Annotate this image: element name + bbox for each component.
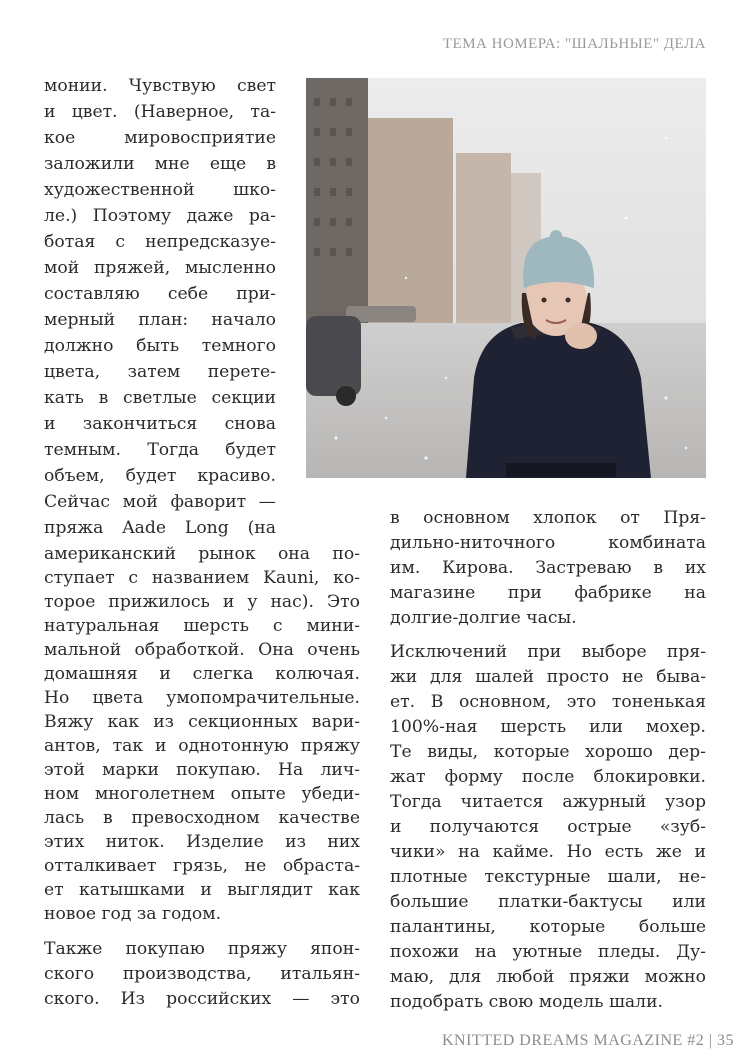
text-line: дильно-ниточного комбината	[390, 533, 706, 553]
text-line: Исключений при выборе пря-	[390, 642, 706, 662]
text-line: в основном хлопок от Пря-	[390, 508, 706, 528]
text-line: объем, будет красиво.	[44, 466, 276, 486]
text-line: магазине при фабрике на	[390, 583, 706, 603]
text-line: подобрать свою модель шали.	[390, 992, 664, 1012]
text-line: монии. Чувствую свет	[44, 76, 276, 96]
text-line: Также покупаю пряжу япон-	[44, 939, 360, 959]
text-line: отталкивает грязь, не обраста-	[44, 856, 360, 876]
photo-woman-in-snow	[306, 78, 706, 478]
text-line: американский рынок она по-	[44, 544, 360, 564]
text-line: заложили мне еще в	[44, 154, 276, 174]
text-line: жат форму после блокировки.	[390, 767, 706, 787]
text-line: жи для шалей просто не быва-	[390, 667, 706, 687]
text-line: ского. Из российских — это	[44, 989, 360, 1009]
text-line: ле.) Поэтому даже ра-	[44, 206, 276, 226]
text-line: пряжа Aade Long (на	[44, 518, 276, 538]
text-line: новое год за годом.	[44, 904, 222, 924]
text-line: ном многолетнем опыте убеди-	[44, 784, 360, 804]
text-line: Но цвета умопомрачительные.	[44, 688, 360, 708]
text-line: и цвет. (Наверное, та-	[44, 102, 276, 122]
text-line: домашняя и слегка колючая.	[44, 664, 360, 684]
text-line: темным. Тогда будет	[44, 440, 276, 460]
page-footer: KNITTED DREAMS MAGAZINE #2 | 35	[441, 1032, 734, 1049]
photo	[306, 78, 706, 478]
text-line: ботая с непредсказуе-	[44, 232, 276, 252]
text-line: Вяжу как из секционных вари-	[44, 712, 360, 732]
text-line: большие платки-бактусы или	[390, 892, 706, 912]
text-line: Те виды, которые хорошо дер-	[390, 742, 706, 762]
text-line: лась в превосходном качестве	[44, 808, 360, 828]
text-line: этих ниток. Изделие из них	[44, 832, 360, 852]
text-line: чики» на кайме. Но есть же и	[390, 842, 706, 862]
text-line: должно быть темного	[44, 336, 276, 356]
text-line: Сейчас мой фаворит —	[44, 492, 276, 512]
text-line: палантины, которые больше	[390, 917, 706, 937]
text-line: плотные текстурные шали, не-	[390, 867, 706, 887]
text-line: Тогда читается ажурный узор	[390, 792, 706, 812]
text-line: ского производства, итальян-	[44, 964, 360, 984]
text-line: мерный план: начало	[44, 310, 276, 330]
text-line: торое прижилось и у нас). Это	[44, 592, 360, 612]
text-line: художественной шко-	[44, 180, 276, 200]
text-line: им. Кирова. Застреваю в их	[390, 558, 706, 578]
text-line: антов, так и однотонную пряжу	[44, 736, 360, 756]
text-line: этой марки покупаю. На лич-	[44, 760, 360, 780]
text-line: ет катышками и выглядит как	[44, 880, 360, 900]
text-line: натуральная шерсть с мини-	[44, 616, 360, 636]
text-line: маю, для любой пряжи можно	[390, 967, 706, 987]
text-line: кое мировосприятие	[44, 128, 276, 148]
text-line: долгие-долгие часы.	[390, 608, 577, 628]
text-line: ступает с названием Kauni, ко-	[44, 568, 360, 588]
text-line: ет. В основном, это тоненькая	[390, 692, 706, 712]
section-header: ТЕМА НОМЕРА: "ШАЛЬНЫЕ" ДЕЛА	[442, 36, 706, 52]
text-line: кать в светлые секции	[44, 388, 276, 408]
text-line: цвета, затем перете-	[44, 362, 276, 382]
text-line: и закончиться снова	[44, 414, 276, 434]
text-line: и получаются острые «зуб-	[390, 817, 706, 837]
text-line: 100%-ная шерсть или мохер.	[390, 717, 706, 737]
text-line: мой пряжей, мысленно	[44, 258, 276, 278]
text-line: похожи на уютные пледы. Ду-	[390, 942, 706, 962]
text-line: составляю себе при-	[44, 284, 276, 304]
text-line: мальной обработкой. Она очень	[44, 640, 360, 660]
